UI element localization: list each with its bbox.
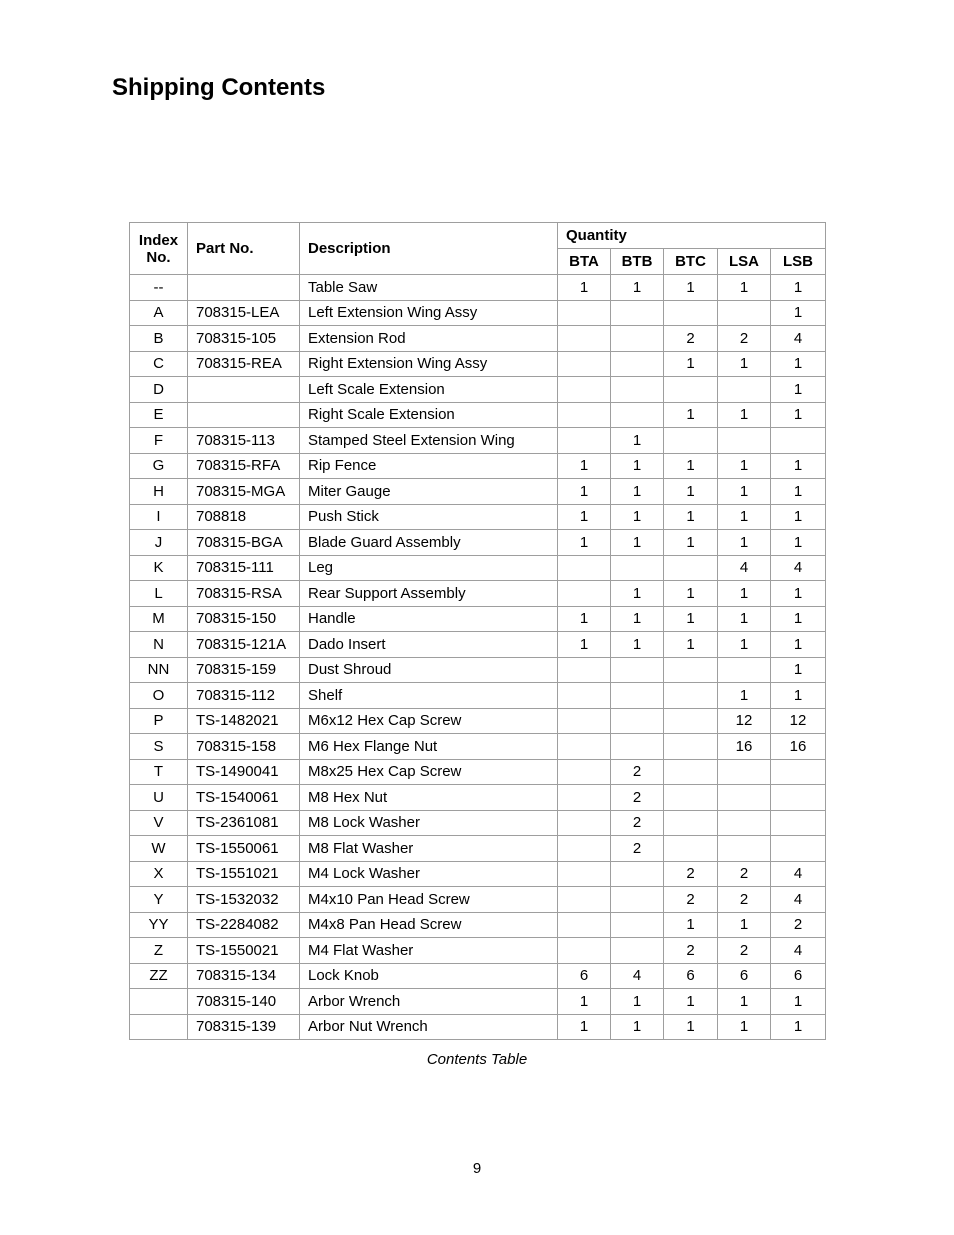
cell-part-no: TS-1551021 — [188, 861, 300, 887]
cell-index: L — [130, 581, 188, 607]
cell-qty-lsb — [771, 785, 826, 811]
cell-part-no: 708315-105 — [188, 326, 300, 352]
cell-qty-bta: 1 — [558, 275, 611, 301]
cell-part-no — [188, 377, 300, 403]
cell-qty-lsa — [718, 657, 771, 683]
cell-qty-btb — [611, 887, 664, 913]
cell-qty-btc: 2 — [664, 938, 718, 964]
cell-description: Stamped Steel Extension Wing — [300, 428, 558, 454]
cell-qty-btb: 1 — [611, 479, 664, 505]
cell-description: Lock Knob — [300, 963, 558, 989]
cell-index: T — [130, 759, 188, 785]
cell-qty-lsb: 1 — [771, 606, 826, 632]
cell-qty-bta — [558, 912, 611, 938]
cell-qty-btc: 1 — [664, 1014, 718, 1040]
cell-qty-bta — [558, 377, 611, 403]
cell-qty-lsb: 1 — [771, 377, 826, 403]
table-caption: Contents Table — [426, 1051, 528, 1068]
cell-description: Arbor Wrench — [300, 989, 558, 1015]
cell-qty-btc — [664, 300, 718, 326]
cell-qty-lsb: 12 — [771, 708, 826, 734]
cell-description: M8 Hex Nut — [300, 785, 558, 811]
table-row — [130, 861, 826, 887]
table-row — [130, 683, 826, 709]
table-row — [130, 606, 826, 632]
cell-qty-lsb: 16 — [771, 734, 826, 760]
table-row — [130, 657, 826, 683]
cell-qty-lsa: 1 — [718, 606, 771, 632]
cell-qty-btb — [611, 300, 664, 326]
cell-description: M8 Lock Washer — [300, 810, 558, 836]
table-row — [130, 555, 826, 581]
cell-part-no: 708315-113 — [188, 428, 300, 454]
cell-qty-btc: 2 — [664, 861, 718, 887]
cell-qty-lsb: 6 — [771, 963, 826, 989]
cell-qty-bta: 1 — [558, 632, 611, 658]
cell-qty-bta — [558, 734, 611, 760]
cell-qty-btb — [611, 861, 664, 887]
contents-table — [129, 222, 826, 1040]
cell-qty-lsb — [771, 836, 826, 862]
header-index-no — [130, 223, 188, 275]
table-row — [130, 581, 826, 607]
cell-description: M8x25 Hex Cap Screw — [300, 759, 558, 785]
cell-qty-bta — [558, 351, 611, 377]
cell-qty-btc — [664, 657, 718, 683]
cell-qty-btb — [611, 912, 664, 938]
cell-qty-btb: 1 — [611, 606, 664, 632]
cell-part-no: TS-1550061 — [188, 836, 300, 862]
cell-qty-lsa: 1 — [718, 479, 771, 505]
cell-qty-btc — [664, 810, 718, 836]
cell-part-no: 708315-150 — [188, 606, 300, 632]
cell-qty-lsa: 1 — [718, 530, 771, 556]
header-quantity: Quantity — [558, 223, 826, 249]
table-row — [130, 759, 826, 785]
table-row — [130, 810, 826, 836]
table-row — [130, 351, 826, 377]
cell-qty-btc: 1 — [664, 479, 718, 505]
header-part-no: Part No. — [188, 223, 300, 275]
cell-qty-bta — [558, 555, 611, 581]
cell-part-no: 708315-RSA — [188, 581, 300, 607]
cell-qty-btc — [664, 708, 718, 734]
cell-description: Blade Guard Assembly — [300, 530, 558, 556]
cell-qty-bta: 1 — [558, 606, 611, 632]
cell-qty-btc: 1 — [664, 402, 718, 428]
cell-index: A — [130, 300, 188, 326]
cell-part-no: TS-1490041 — [188, 759, 300, 785]
cell-qty-lsa: 1 — [718, 632, 771, 658]
cell-part-no: TS-1550021 — [188, 938, 300, 964]
cell-description: M4x10 Pan Head Screw — [300, 887, 558, 913]
cell-part-no: 708315-111 — [188, 555, 300, 581]
cell-part-no: 708315-BGA — [188, 530, 300, 556]
cell-qty-btb: 4 — [611, 963, 664, 989]
cell-part-no — [188, 275, 300, 301]
cell-index: I — [130, 504, 188, 530]
header-model-lsb: LSB — [771, 249, 826, 275]
cell-description: Shelf — [300, 683, 558, 709]
cell-qty-lsa: 2 — [718, 861, 771, 887]
cell-qty-lsb: 1 — [771, 1014, 826, 1040]
cell-qty-lsb: 1 — [771, 351, 826, 377]
cell-index: D — [130, 377, 188, 403]
cell-index: M — [130, 606, 188, 632]
cell-part-no: 708315-MGA — [188, 479, 300, 505]
cell-qty-btb: 1 — [611, 530, 664, 556]
cell-qty-lsb: 1 — [771, 479, 826, 505]
cell-description: Arbor Nut Wrench — [300, 1014, 558, 1040]
cell-qty-lsa: 2 — [718, 938, 771, 964]
cell-index: N — [130, 632, 188, 658]
cell-qty-lsa — [718, 785, 771, 811]
cell-qty-btb — [611, 657, 664, 683]
cell-description: Dust Shroud — [300, 657, 558, 683]
cell-description: Leg — [300, 555, 558, 581]
cell-part-no: 708315-121A — [188, 632, 300, 658]
page-title: Shipping Contents — [112, 74, 326, 101]
cell-qty-lsa — [718, 300, 771, 326]
cell-part-no: TS-2284082 — [188, 912, 300, 938]
cell-qty-btc: 1 — [664, 632, 718, 658]
cell-description: M6x12 Hex Cap Screw — [300, 708, 558, 734]
table-row — [130, 428, 826, 454]
cell-index: Z — [130, 938, 188, 964]
cell-qty-lsb: 1 — [771, 683, 826, 709]
cell-qty-btc: 1 — [664, 912, 718, 938]
cell-qty-lsb: 1 — [771, 402, 826, 428]
cell-part-no: TS-1532032 — [188, 887, 300, 913]
cell-description: Push Stick — [300, 504, 558, 530]
cell-qty-bta — [558, 402, 611, 428]
cell-part-no: TS-1482021 — [188, 708, 300, 734]
cell-qty-btc: 1 — [664, 530, 718, 556]
cell-description: Left Scale Extension — [300, 377, 558, 403]
cell-qty-btb: 2 — [611, 759, 664, 785]
cell-qty-btb — [611, 351, 664, 377]
table-row — [130, 785, 826, 811]
cell-qty-btc: 1 — [664, 504, 718, 530]
cell-qty-lsa — [718, 836, 771, 862]
cell-qty-btc — [664, 734, 718, 760]
cell-qty-btb: 2 — [611, 810, 664, 836]
table-row — [130, 836, 826, 862]
cell-index: X — [130, 861, 188, 887]
cell-part-no: 708818 — [188, 504, 300, 530]
cell-description: Left Extension Wing Assy — [300, 300, 558, 326]
table-row — [130, 708, 826, 734]
cell-description: Extension Rod — [300, 326, 558, 352]
cell-qty-lsa: 16 — [718, 734, 771, 760]
cell-qty-lsb — [771, 810, 826, 836]
cell-qty-lsb: 1 — [771, 530, 826, 556]
cell-qty-btb — [611, 377, 664, 403]
cell-qty-lsa: 1 — [718, 402, 771, 428]
cell-qty-btb: 1 — [611, 453, 664, 479]
table-row — [130, 300, 826, 326]
cell-qty-btc: 2 — [664, 326, 718, 352]
cell-index: G — [130, 453, 188, 479]
cell-part-no: TS-1540061 — [188, 785, 300, 811]
header-index-line1: Index — [138, 231, 179, 249]
cell-qty-lsa: 1 — [718, 453, 771, 479]
cell-qty-btb — [611, 555, 664, 581]
cell-qty-lsb: 4 — [771, 861, 826, 887]
cell-qty-btb: 1 — [611, 581, 664, 607]
cell-part-no — [188, 402, 300, 428]
cell-qty-lsb: 1 — [771, 504, 826, 530]
cell-description: M8 Flat Washer — [300, 836, 558, 862]
cell-qty-bta — [558, 861, 611, 887]
table-row — [130, 402, 826, 428]
cell-qty-lsb: 4 — [771, 326, 826, 352]
cell-qty-lsb: 1 — [771, 300, 826, 326]
cell-index: ZZ — [130, 963, 188, 989]
cell-qty-btb — [611, 708, 664, 734]
cell-index: W — [130, 836, 188, 862]
cell-qty-btc: 1 — [664, 351, 718, 377]
cell-qty-btc: 1 — [664, 989, 718, 1015]
cell-qty-btb — [611, 326, 664, 352]
cell-part-no: 708315-112 — [188, 683, 300, 709]
cell-qty-bta — [558, 657, 611, 683]
cell-qty-btb: 1 — [611, 989, 664, 1015]
cell-part-no: 708315-139 — [188, 1014, 300, 1040]
cell-part-no: 708315-134 — [188, 963, 300, 989]
cell-qty-bta — [558, 683, 611, 709]
cell-index: V — [130, 810, 188, 836]
cell-qty-lsb — [771, 428, 826, 454]
cell-qty-bta — [558, 810, 611, 836]
cell-index: J — [130, 530, 188, 556]
cell-qty-btb: 2 — [611, 836, 664, 862]
table-row — [130, 734, 826, 760]
cell-qty-lsb: 4 — [771, 887, 826, 913]
cell-qty-lsa — [718, 428, 771, 454]
table-row — [130, 377, 826, 403]
cell-qty-btc — [664, 428, 718, 454]
table-row — [130, 887, 826, 913]
cell-qty-lsa: 1 — [718, 504, 771, 530]
cell-qty-bta — [558, 759, 611, 785]
cell-qty-lsb: 1 — [771, 581, 826, 607]
cell-qty-lsb: 2 — [771, 912, 826, 938]
cell-qty-bta — [558, 300, 611, 326]
cell-qty-lsa: 6 — [718, 963, 771, 989]
cell-qty-bta: 6 — [558, 963, 611, 989]
cell-qty-btb — [611, 734, 664, 760]
cell-part-no: 708315-RFA — [188, 453, 300, 479]
cell-qty-btb: 1 — [611, 632, 664, 658]
table-row — [130, 479, 826, 505]
table-row — [130, 504, 826, 530]
cell-index: YY — [130, 912, 188, 938]
table-body — [130, 275, 826, 1040]
cell-index: U — [130, 785, 188, 811]
cell-qty-lsa — [718, 759, 771, 785]
table-row — [130, 275, 826, 301]
cell-index — [130, 1014, 188, 1040]
cell-qty-btc — [664, 836, 718, 862]
cell-qty-bta — [558, 708, 611, 734]
header-model-btc: BTC — [664, 249, 718, 275]
cell-qty-lsb: 1 — [771, 275, 826, 301]
cell-qty-bta — [558, 836, 611, 862]
cell-qty-bta: 1 — [558, 989, 611, 1015]
cell-qty-bta: 1 — [558, 453, 611, 479]
table-row — [130, 963, 826, 989]
cell-qty-btc — [664, 555, 718, 581]
cell-qty-lsa: 1 — [718, 351, 771, 377]
cell-index: C — [130, 351, 188, 377]
cell-qty-btb — [611, 683, 664, 709]
cell-qty-btb: 2 — [611, 785, 664, 811]
cell-description: M6 Hex Flange Nut — [300, 734, 558, 760]
cell-part-no: 708315-LEA — [188, 300, 300, 326]
cell-part-no: 708315-REA — [188, 351, 300, 377]
cell-qty-bta: 1 — [558, 479, 611, 505]
cell-index: E — [130, 402, 188, 428]
cell-qty-lsa: 1 — [718, 989, 771, 1015]
cell-index: -- — [130, 275, 188, 301]
cell-qty-btc: 6 — [664, 963, 718, 989]
cell-description: Dado Insert — [300, 632, 558, 658]
cell-qty-lsa — [718, 377, 771, 403]
table-row — [130, 453, 826, 479]
cell-part-no: 708315-159 — [188, 657, 300, 683]
table-row — [130, 912, 826, 938]
cell-qty-bta: 1 — [558, 1014, 611, 1040]
cell-qty-bta: 1 — [558, 530, 611, 556]
cell-description: Rip Fence — [300, 453, 558, 479]
cell-description: Miter Gauge — [300, 479, 558, 505]
cell-qty-lsa: 1 — [718, 275, 771, 301]
cell-qty-lsa: 12 — [718, 708, 771, 734]
cell-qty-btb: 1 — [611, 1014, 664, 1040]
cell-description: Handle — [300, 606, 558, 632]
cell-qty-btc — [664, 785, 718, 811]
cell-part-no: 708315-140 — [188, 989, 300, 1015]
cell-qty-btc: 1 — [664, 581, 718, 607]
cell-qty-lsb: 4 — [771, 555, 826, 581]
cell-qty-btc — [664, 759, 718, 785]
table-row — [130, 989, 826, 1015]
cell-index: O — [130, 683, 188, 709]
cell-qty-bta — [558, 785, 611, 811]
cell-description: Right Extension Wing Assy — [300, 351, 558, 377]
cell-index — [130, 989, 188, 1015]
header-model-lsa: LSA — [718, 249, 771, 275]
cell-qty-lsa: 2 — [718, 887, 771, 913]
cell-index: H — [130, 479, 188, 505]
cell-qty-lsa: 1 — [718, 1014, 771, 1040]
cell-qty-lsb: 1 — [771, 453, 826, 479]
cell-qty-lsb — [771, 759, 826, 785]
table-row — [130, 632, 826, 658]
cell-qty-lsa: 4 — [718, 555, 771, 581]
cell-qty-btb: 1 — [611, 428, 664, 454]
cell-qty-btb — [611, 938, 664, 964]
cell-qty-btc — [664, 377, 718, 403]
cell-qty-bta — [558, 581, 611, 607]
cell-description: Table Saw — [300, 275, 558, 301]
cell-qty-lsb: 1 — [771, 632, 826, 658]
header-model-btb: BTB — [611, 249, 664, 275]
table-row — [130, 326, 826, 352]
header-model-bta: BTA — [558, 249, 611, 275]
table-row — [130, 938, 826, 964]
table-row — [130, 530, 826, 556]
cell-qty-btc: 1 — [664, 606, 718, 632]
cell-qty-lsa: 1 — [718, 912, 771, 938]
cell-qty-btb: 1 — [611, 504, 664, 530]
cell-qty-bta — [558, 938, 611, 964]
cell-description: M4x8 Pan Head Screw — [300, 912, 558, 938]
cell-qty-btb — [611, 402, 664, 428]
cell-qty-btb: 1 — [611, 275, 664, 301]
cell-part-no: TS-2361081 — [188, 810, 300, 836]
cell-index: B — [130, 326, 188, 352]
cell-index: NN — [130, 657, 188, 683]
cell-description: M4 Lock Washer — [300, 861, 558, 887]
cell-index: F — [130, 428, 188, 454]
cell-description: M4 Flat Washer — [300, 938, 558, 964]
header-index-line2: No. — [146, 248, 171, 266]
cell-qty-btc: 1 — [664, 275, 718, 301]
cell-qty-bta: 1 — [558, 504, 611, 530]
cell-qty-lsa: 2 — [718, 326, 771, 352]
page-number: 9 — [472, 1160, 482, 1177]
cell-qty-lsb: 1 — [771, 989, 826, 1015]
cell-qty-lsa: 1 — [718, 683, 771, 709]
cell-description: Rear Support Assembly — [300, 581, 558, 607]
cell-qty-bta — [558, 428, 611, 454]
cell-qty-lsb: 4 — [771, 938, 826, 964]
cell-index: Y — [130, 887, 188, 913]
cell-qty-btc: 1 — [664, 453, 718, 479]
cell-index: K — [130, 555, 188, 581]
cell-qty-bta — [558, 326, 611, 352]
cell-index: S — [130, 734, 188, 760]
table-row — [130, 1014, 826, 1040]
cell-part-no: 708315-158 — [188, 734, 300, 760]
cell-qty-bta — [558, 887, 611, 913]
header-description: Description — [300, 223, 558, 275]
cell-qty-lsa: 1 — [718, 581, 771, 607]
cell-qty-lsa — [718, 810, 771, 836]
cell-index: P — [130, 708, 188, 734]
cell-description: Right Scale Extension — [300, 402, 558, 428]
cell-qty-btc — [664, 683, 718, 709]
cell-qty-lsb: 1 — [771, 657, 826, 683]
cell-qty-btc: 2 — [664, 887, 718, 913]
